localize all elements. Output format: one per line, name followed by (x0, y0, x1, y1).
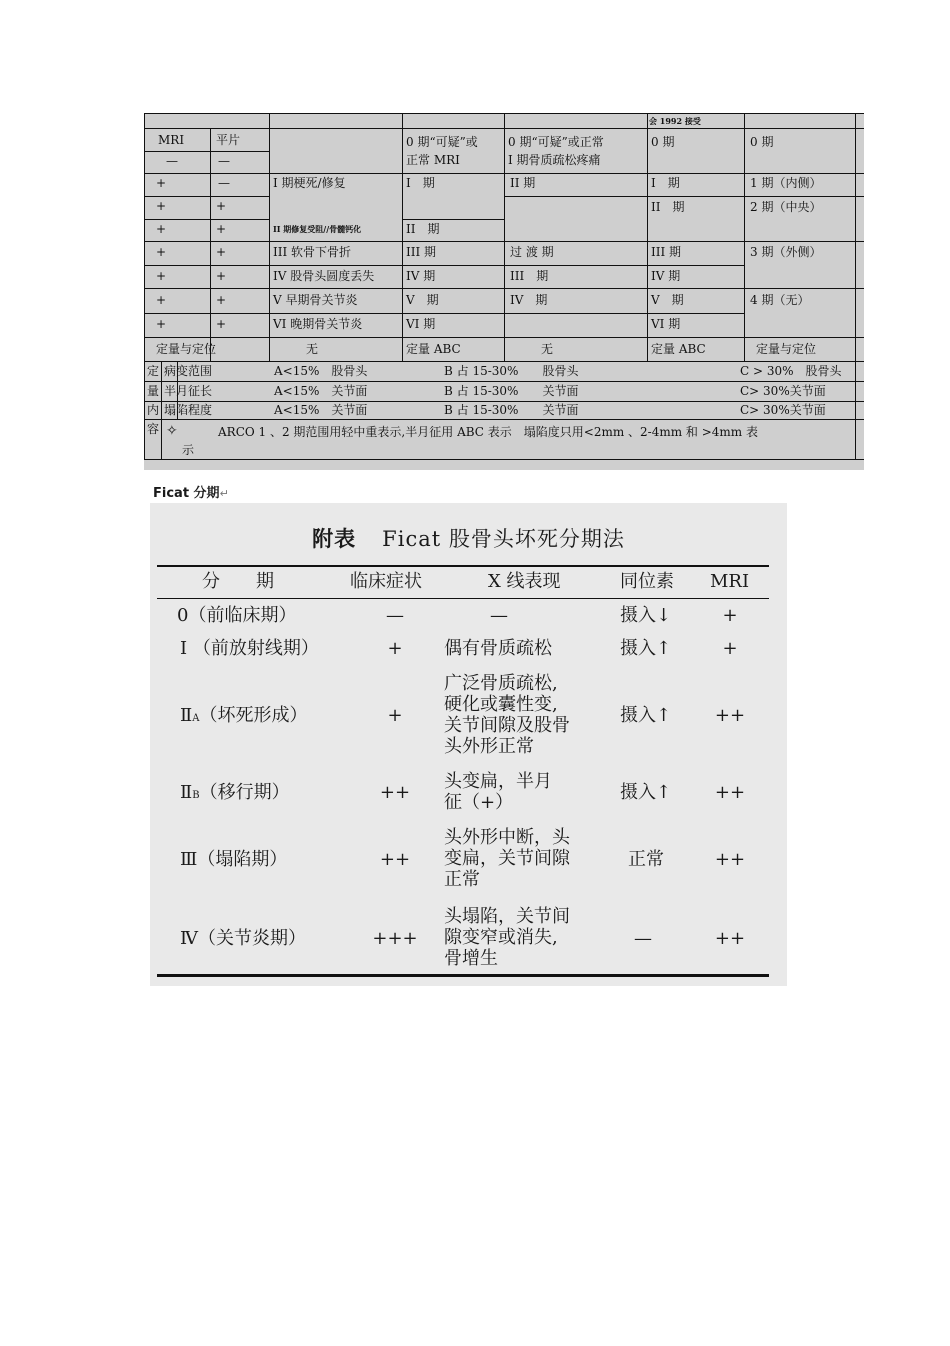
ficat-isotope: 正常 (628, 849, 664, 870)
content-side-label: 内 (147, 403, 160, 417)
mri-value: + (156, 269, 167, 283)
content-row-a: A<15% 股骨头 (274, 364, 368, 378)
ficat-clinical: ++ (379, 782, 411, 803)
content-side-label: 量 (147, 384, 160, 398)
mri-value: + (156, 176, 167, 190)
ficat-xray: — (490, 605, 508, 626)
ficat-stage: I （前放射线期） (180, 638, 319, 659)
table-rule (144, 401, 864, 402)
ficat-caption (153, 482, 229, 501)
content-side-label: 定 (147, 364, 160, 378)
content-side-label: 容 (147, 422, 160, 436)
content-row-c: C > 30% 股骨头 (740, 364, 842, 378)
ficat-xray: 正常 (444, 869, 480, 890)
ficat-mri: + (722, 638, 738, 659)
ficat-xray: 硬化或囊性变, (444, 694, 558, 715)
mri-value: + (156, 199, 167, 213)
table-bottom-rule (157, 974, 769, 977)
col6-value: II 期 (651, 200, 685, 214)
ficat-mri: ++ (714, 705, 746, 726)
header-col4-line2: 正常 MRI (406, 153, 460, 167)
content-row-c: C> 30%关节面 (740, 403, 826, 417)
table-rule (144, 196, 269, 197)
stage-description: I 期梗死/修复 (273, 176, 346, 190)
col5-value: IV 期 (510, 293, 548, 307)
ficat-isotope: 摄入↑ (620, 782, 672, 803)
content-row-b: B 占 15-30% 关节面 (444, 384, 579, 398)
col6-value: V 期 (651, 293, 684, 307)
ficat-xray: 头外形中断，头 (444, 827, 570, 848)
header-col6: 0 期 (651, 135, 675, 149)
mri-value: + (156, 245, 167, 259)
col7-value: 3 期（外侧） (750, 245, 822, 259)
ficat-xray: 头塌陷，关节间 (444, 906, 570, 927)
ficat-stage: 0（前临床期） (177, 605, 297, 626)
stage-subscript: B (192, 790, 200, 801)
content-row-b: B 占 15-30% 股骨头 (444, 364, 579, 378)
ficat-xray: 关节间隙及股骨 (444, 715, 570, 736)
stage-description: III 软骨下骨折 (273, 245, 352, 259)
stage-subscript: A (192, 713, 200, 724)
ficat-xray: 广泛骨质疏松, (444, 673, 558, 694)
mri-value: + (156, 317, 167, 331)
stage-numeral: Ⅱ (180, 782, 193, 803)
ficat-title-prefix: 附表 (312, 526, 357, 551)
stage-rest: （移行期） (199, 782, 290, 803)
content-row-name: 半月征长 (164, 384, 213, 398)
table-rule (504, 196, 864, 197)
col7-value: 1 期（内侧） (750, 176, 822, 190)
content-row-c: C> 30%关节面 (740, 384, 826, 398)
col5-value: II 期 (510, 176, 536, 190)
ficat-clinical: + (387, 705, 403, 726)
arco-note-line2: 示 (182, 443, 195, 457)
col7-value: 2 期（中央） (750, 200, 822, 214)
header-col7: 0 期 (750, 135, 774, 149)
col5-value: III 期 (510, 269, 549, 283)
xray-value: + (216, 222, 227, 236)
col5-value: 过 渡 期 (510, 245, 554, 259)
table-rule (144, 313, 744, 314)
header-mri: MRI (158, 133, 185, 147)
ficat-clinical: — (386, 605, 404, 626)
header-xray: 平片 (216, 133, 241, 147)
ficat-mri: ++ (714, 849, 746, 870)
table-header-rule (157, 598, 769, 599)
stage-description: VI 晚期骨关节炎 (273, 317, 363, 331)
sparkle-icon: ✧ (166, 423, 178, 439)
quant-col3: 无 (306, 342, 319, 356)
col6-value: VI 期 (651, 317, 681, 331)
col4-value: IV 期 (406, 269, 436, 283)
col6-value: III 期 (651, 245, 682, 259)
table-rule (144, 151, 269, 152)
xray-value: + (216, 269, 227, 283)
stage-description: V 早期骨关节炎 (273, 293, 358, 307)
ficat-stage: Ⅲ（塌陷期） (180, 849, 288, 870)
quant-col6: 定量 ABC (651, 342, 706, 356)
xray-value: + (216, 199, 227, 213)
xray-value: + (216, 317, 227, 331)
col6-value: IV 期 (651, 269, 681, 283)
header-col5-line1: 0 期“可疑”或正常 (508, 135, 604, 149)
ficat-xray: 变扁，关节间隙 (444, 848, 570, 869)
col4-value: V 期 (406, 293, 439, 307)
quant-col4: 定量 ABC (406, 342, 461, 356)
table-rule (144, 419, 864, 420)
table-rule (144, 219, 269, 220)
quant-col7: 定量与定位 (756, 342, 817, 356)
table-rule (144, 459, 864, 460)
ficat-stage (180, 782, 290, 806)
ficat-clinical: +++ (372, 928, 418, 949)
ficat-xray: 头外形正常 (444, 736, 534, 757)
ficat-title (150, 523, 787, 553)
ficat-mri: ++ (714, 782, 746, 803)
xray-value: — (218, 176, 230, 190)
ficat-header-xray: X 线表现 (488, 571, 561, 592)
ficat-isotope: — (634, 928, 652, 949)
ficat-header-clinical: 临床症状 (350, 571, 422, 592)
arco-note-line1: ARCO 1 、2 期范围用轻中重表示,半月征用 ABC 表示 塌陷度只用<2mm 、2-4mm 和 >4mm 表 (218, 425, 759, 439)
table-rule (144, 113, 145, 459)
col4-value: VI 期 (406, 317, 436, 331)
quant-label: 定量与定位 (156, 342, 217, 356)
table-rule (161, 361, 162, 459)
stage-numeral: Ⅱ (180, 705, 193, 726)
header-col4-line1: 0 期“可疑”或 (406, 135, 478, 149)
ficat-staging-table (150, 503, 787, 986)
ficat-xray: 骨增生 (444, 948, 498, 969)
table-rule (144, 381, 864, 382)
content-row-a: A<15% 关节面 (274, 384, 368, 398)
table-top-rule (157, 565, 769, 567)
ficat-clinical: + (387, 638, 403, 659)
content-row-b: B 占 15-30% 关节面 (444, 403, 579, 417)
content-row-name: 病变范围 (164, 364, 213, 378)
mri-value: — (166, 154, 178, 168)
ficat-title-text: Ficat 股骨头坏死分期法 (382, 527, 625, 551)
ficat-stage: Ⅳ（关节炎期） (180, 928, 306, 949)
mri-value: + (156, 293, 167, 307)
ficat-xray: 偶有骨质疏松 (444, 638, 552, 659)
xray-value: — (218, 154, 230, 168)
ficat-header-mri: MRI (710, 571, 750, 592)
ficat-isotope: 摄入↓ (620, 605, 672, 626)
col4-value: I 期 (406, 176, 435, 190)
quant-col5: 无 (541, 342, 554, 356)
content-row-a: A<15% 关节面 (274, 403, 368, 417)
ficat-xray: 头变扁，半月 (444, 771, 552, 792)
col7-value: 4 期（无） (750, 293, 810, 307)
stage-description: II 期修复受阻//骨髓钙化 (273, 224, 362, 234)
ficat-header-stage: 分 期 (202, 571, 274, 592)
ficat-xray: 隙变窄或消失, (444, 927, 558, 948)
ficat-mri: + (722, 605, 738, 626)
table-rule (855, 113, 856, 459)
ficat-xray: 征（+） (444, 792, 514, 813)
paragraph-mark-icon: ↵ (219, 487, 229, 500)
ficat-header-isotope: 同位素 (620, 571, 674, 592)
xray-value: + (216, 245, 227, 259)
ficat-isotope: 摄入↑ (620, 638, 672, 659)
header-col5-line2: I 期骨质疏松疼痛 (508, 153, 601, 167)
table-rule (269, 113, 270, 361)
table-rule (504, 113, 505, 361)
ficat-mri: ++ (714, 928, 746, 949)
table-rule (144, 265, 744, 266)
xray-value: + (216, 293, 227, 307)
mri-value: + (156, 222, 167, 236)
table-rule (144, 361, 864, 362)
ficat-isotope: 摄入↑ (620, 705, 672, 726)
stage-rest: （坏死形成） (199, 705, 308, 726)
header-note: 会 1992 接受 (649, 116, 701, 126)
col4-value: II 期 (406, 222, 440, 236)
ficat-clinical: ++ (379, 849, 411, 870)
content-row-name: 塌陷程度 (164, 403, 213, 417)
caption-text: Ficat 分期 (153, 486, 220, 501)
table-rule (402, 113, 403, 361)
col6-value: I 期 (651, 176, 680, 190)
arco-staging-table (144, 113, 864, 470)
ficat-stage (180, 705, 307, 729)
col4-value: III 期 (406, 245, 437, 259)
table-rule (402, 219, 504, 220)
table-rule (210, 128, 211, 361)
stage-description: IV 股骨头圆度丢失 (273, 269, 375, 283)
table-rule (647, 113, 648, 361)
table-rule (744, 113, 745, 361)
